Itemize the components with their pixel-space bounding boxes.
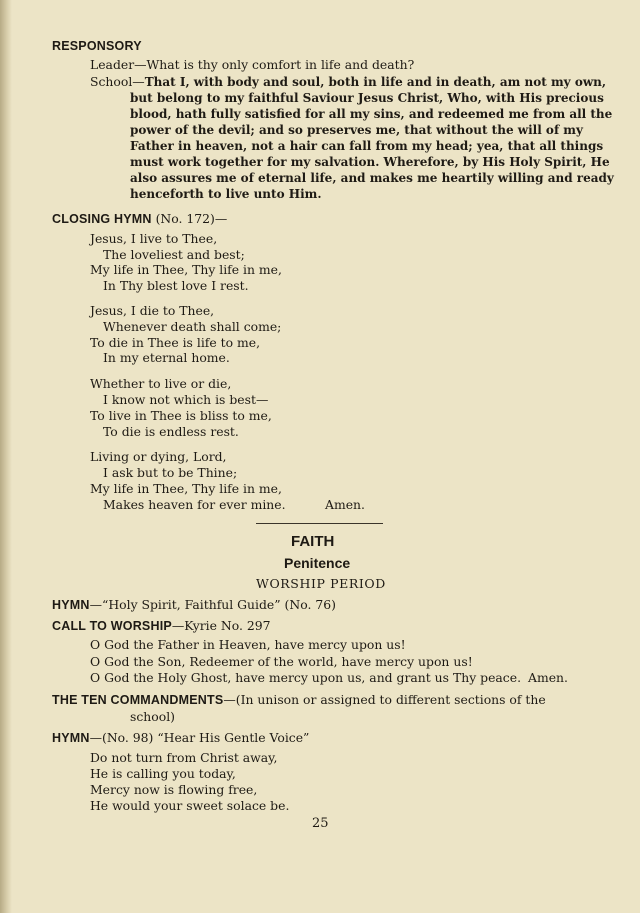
call-to-worship-line <box>52 618 271 634</box>
hymn-verse-line: To die in Thee is life to me, <box>90 335 261 350</box>
school-line: must work together for my salvation. Wherefore, by His Holy Spirit, He <box>130 155 610 169</box>
worship-period-label: WORSHIP PERIOD <box>256 576 386 591</box>
hymn-verse-line: My life in Thee, Thy life in me, <box>90 262 282 277</box>
hymn-verse-line: The loveliest and best; <box>103 247 245 262</box>
school-line: power of the devil; and so preserves me, that without the will of my <box>130 123 583 137</box>
responsory-leader: Leader—What is thy only comfort in life and death? <box>90 57 415 72</box>
hymn-verse-line: Do not turn from Christ away, <box>90 750 278 765</box>
hymn-verse-line: Jesus, I die to Thee, <box>90 303 215 318</box>
hymn-verse-line: In my eternal home. <box>103 350 230 365</box>
closing-hymn-ref: (No. 172)— <box>151 211 228 226</box>
closing-hymn-heading <box>52 211 227 227</box>
hymn-verse-line: To live in Thee is bliss to me, <box>90 408 272 423</box>
hymn-label: HYMN <box>52 731 90 745</box>
closing-hymn-amen: Amen. <box>325 497 365 512</box>
hymn-label: HYMN <box>52 598 90 612</box>
hymn-ref: —(No. 98) “Hear His Gentle Voice” <box>89 730 310 745</box>
hymn-verse-line: Jesus, I live to Thee, <box>90 231 218 246</box>
school-line: That I, with body and soul, both in life and in death, am not my own, <box>144 75 607 89</box>
commandments-line <box>52 692 546 708</box>
hymn-ref: —“Holy Spirit, Faithful Guide” (No. 76) <box>89 597 336 612</box>
hymn-verse-line: Whether to live or die, <box>90 376 232 391</box>
hymn-verse-line: Whenever death shall come; <box>103 319 282 334</box>
hymn-verse-line: Mercy now is flowing free, <box>90 782 258 797</box>
hymn-verse-line: I ask but to be Thine; <box>103 465 238 480</box>
school-line: also assures me of eternal life, and makes me heartily willing and ready <box>130 171 614 185</box>
hymn-98-line <box>52 730 309 746</box>
page-spine-shadow <box>0 0 12 913</box>
section-subtitle: Penitence <box>284 555 351 571</box>
school-line: henceforth to live unto Him. <box>130 187 322 201</box>
closing-hymn-label: CLOSING HYMN <box>52 212 152 226</box>
school-line: Father in heaven, not a hair can fall from my head; yea, that all things <box>130 139 604 153</box>
school-prefix: School— <box>90 74 145 89</box>
commandments-text: —(In unison or assigned to different sections of the <box>223 692 546 707</box>
responsory-heading: RESPONSORY <box>52 39 142 53</box>
call-to-worship-label: CALL TO WORSHIP <box>52 619 172 633</box>
kyrie-amen: Amen. <box>528 670 568 685</box>
kyrie-line: O God the Father in Heaven, have mercy upon us! <box>90 637 406 652</box>
commandments-label: THE TEN COMMANDMENTS <box>52 693 224 707</box>
kyrie-line: O God the Son, Redeemer of the world, have mercy upon us! <box>90 654 473 669</box>
hymn-verse-line: He would your sweet solace be. <box>90 798 290 813</box>
hymn-76-line <box>52 597 336 613</box>
hymn-verse-line: Living or dying, Lord, <box>90 449 227 464</box>
hymn-verse-line: To die is endless rest. <box>103 424 239 439</box>
responsory-school-first <box>90 74 606 90</box>
section-title: FAITH <box>291 533 335 550</box>
school-line: blood, hath fully satisfied for all my sins, and redeemed me from all the <box>130 107 613 121</box>
hymn-verse-line: He is calling you today, <box>90 766 236 781</box>
kyrie-line: O God the Holy Ghost, have mercy upon us, and grant us Thy peace. <box>90 670 522 685</box>
commandments-text-cont: school) <box>130 709 175 724</box>
hymn-verse-line: Makes heaven for ever mine. <box>103 497 286 512</box>
hymn-verse-line: I know not which is best— <box>103 392 269 407</box>
hymn-verse-line: In Thy blest love I rest. <box>103 278 249 293</box>
call-to-worship-ref: —Kyrie No. 297 <box>171 618 271 633</box>
page-number: 25 <box>312 816 329 831</box>
school-line: but belong to my faithful Saviour Jesus Christ, Who, with His precious <box>130 91 604 105</box>
hymn-verse-line: My life in Thee, Thy life in me, <box>90 481 282 496</box>
section-divider <box>256 523 383 524</box>
